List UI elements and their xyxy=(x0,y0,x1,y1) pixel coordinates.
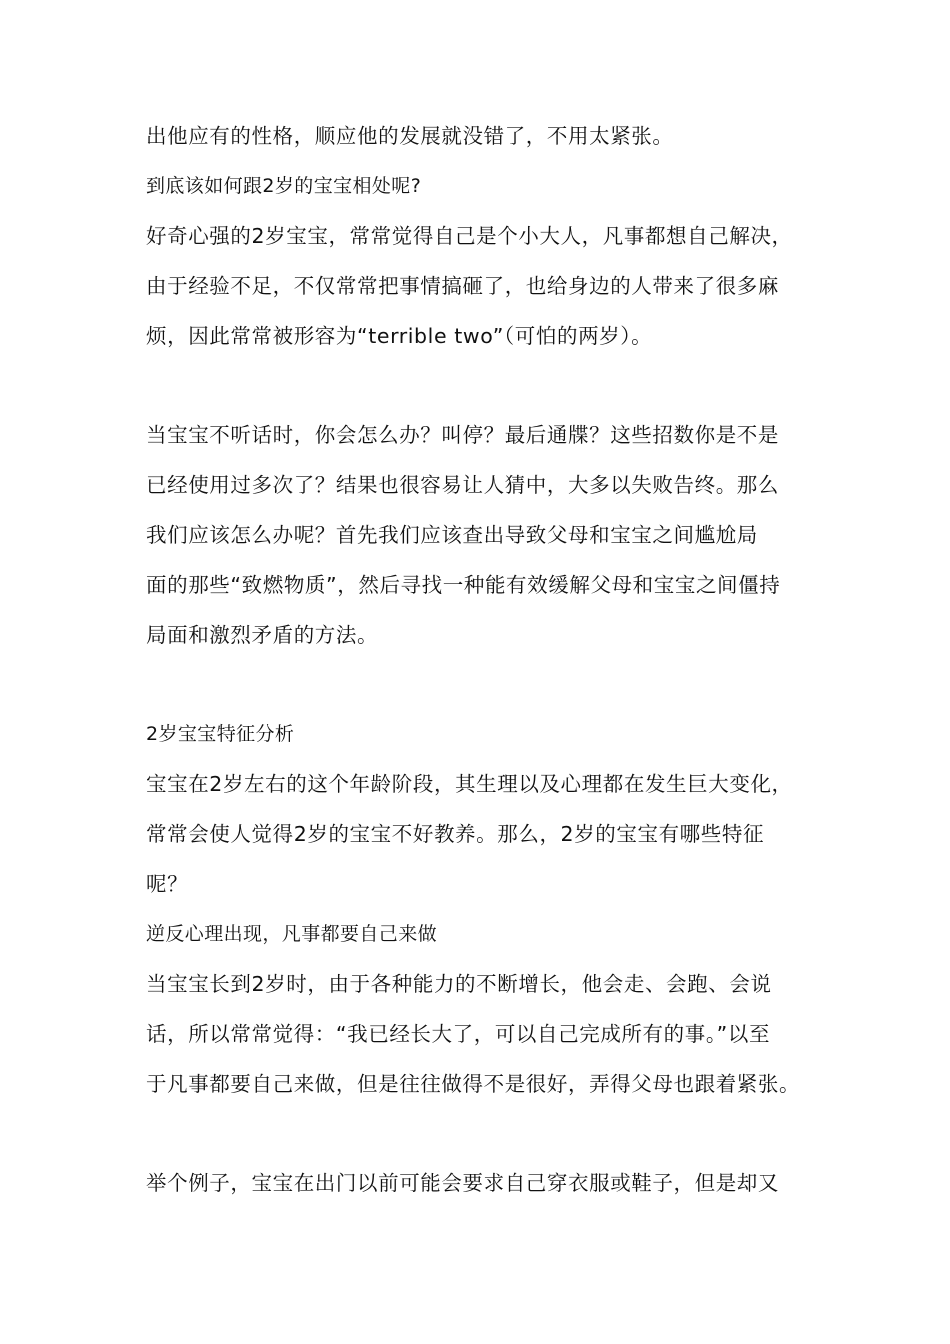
text-line: 面的那些“致燃物质”，然后寻找一种能有效缓解父母和宝宝之间僵持 xyxy=(146,573,781,597)
text-line: 于凡事都要自己来做，但是往往做得不是很好，弄得父母也跟着紧张。 xyxy=(146,1072,801,1096)
text-line: 常常会使人觉得2岁的宝宝不好教养。那么，2岁的宝宝有哪些特征 xyxy=(146,822,765,846)
text-line: 好奇心强的2岁宝宝，常常觉得自己是个小大人，凡事都想自己解决， xyxy=(146,224,793,248)
section-heading: 2岁宝宝特征分析 xyxy=(146,723,295,745)
section-heading: 逆反心理出现，凡事都要自己来做 xyxy=(146,923,438,945)
text-line: 局面和激烈矛盾的方法。 xyxy=(146,623,379,647)
text-line: 当宝宝长到2岁时，由于各种能力的不断增长，他会走、会跑、会说 xyxy=(146,972,772,996)
text-line: 话，所以常常觉得：“我已经长大了，可以自己完成所有的事。”以至 xyxy=(146,1022,771,1046)
text-line: 举个例子，宝宝在出门以前可能会要求自己穿衣服或鞋子，但是却又 xyxy=(146,1171,779,1195)
text-line: 已经使用过多次了？结果也很容易让人猜中，大多以失败告终。那么 xyxy=(146,473,779,497)
text-line: 当宝宝不听话时，你会怎么办？叫停？最后通牒？这些招数你是不是 xyxy=(146,423,779,447)
text-line: 烦，因此常常被形容为“terrible two”（可怕的两岁）。 xyxy=(146,324,653,348)
text-line: 我们应该怎么办呢？首先我们应该查出导致父母和宝宝之间尴尬局 xyxy=(146,523,758,547)
text-line: 宝宝在2岁左右的这个年龄阶段，其生理以及心理都在发生巨大变化， xyxy=(146,772,793,796)
text-line: 呢？ xyxy=(146,872,189,896)
section-heading: 到底该如何跟2岁的宝宝相处呢? xyxy=(146,175,422,197)
text-line: 由于经验不足，不仅常常把事情搞砸了，也给身边的人带来了很多麻 xyxy=(146,274,779,298)
text-line: 出他应有的性格，顺应他的发展就没错了，不用太紧张。 xyxy=(146,124,674,148)
